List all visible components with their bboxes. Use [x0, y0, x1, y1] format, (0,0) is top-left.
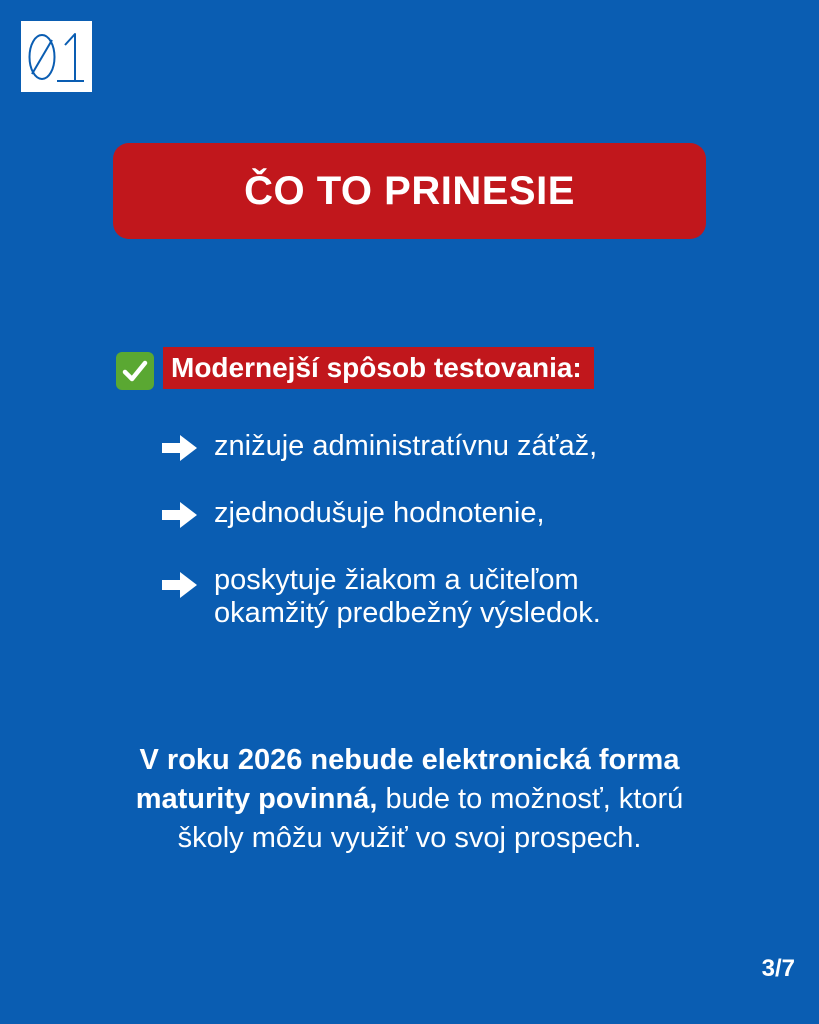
section-heading-badge	[163, 347, 594, 389]
section-heading: Modernejší spôsob testovania:	[171, 352, 582, 383]
footer-regular-phrase: bude to možnosť, ktorú	[377, 783, 684, 815]
footer-regular-line: školy môžu využiť vo svoj prospech.	[177, 822, 642, 854]
right-arrow-icon	[162, 502, 198, 528]
right-arrow-icon	[162, 435, 198, 461]
bullet-line: poskytuje žiakom a učiteľom	[214, 564, 579, 596]
title-banner	[113, 143, 706, 239]
logo	[21, 21, 92, 92]
bullet-line: okamžitý predbežný výsledok.	[214, 597, 601, 629]
bullet-text	[214, 430, 597, 463]
bullet-text	[214, 564, 601, 630]
footer-note	[60, 741, 759, 858]
footer-bold-line: V roku 2026 nebude elektronická forma	[139, 744, 680, 776]
page-title: ČO TO PRINESIE	[244, 168, 575, 213]
bullet-line: znižuje administratívnu záťaž,	[214, 430, 598, 462]
logo-mark	[21, 21, 92, 92]
right-arrow-icon	[162, 572, 198, 598]
check-mark-icon	[116, 352, 154, 390]
footer-bold-phrase: maturity povinná,	[135, 783, 378, 815]
page-counter: 3/7	[761, 955, 795, 982]
bullet-text	[214, 497, 545, 530]
bullet-line: zjednodušuje hodnotenie,	[214, 497, 545, 529]
